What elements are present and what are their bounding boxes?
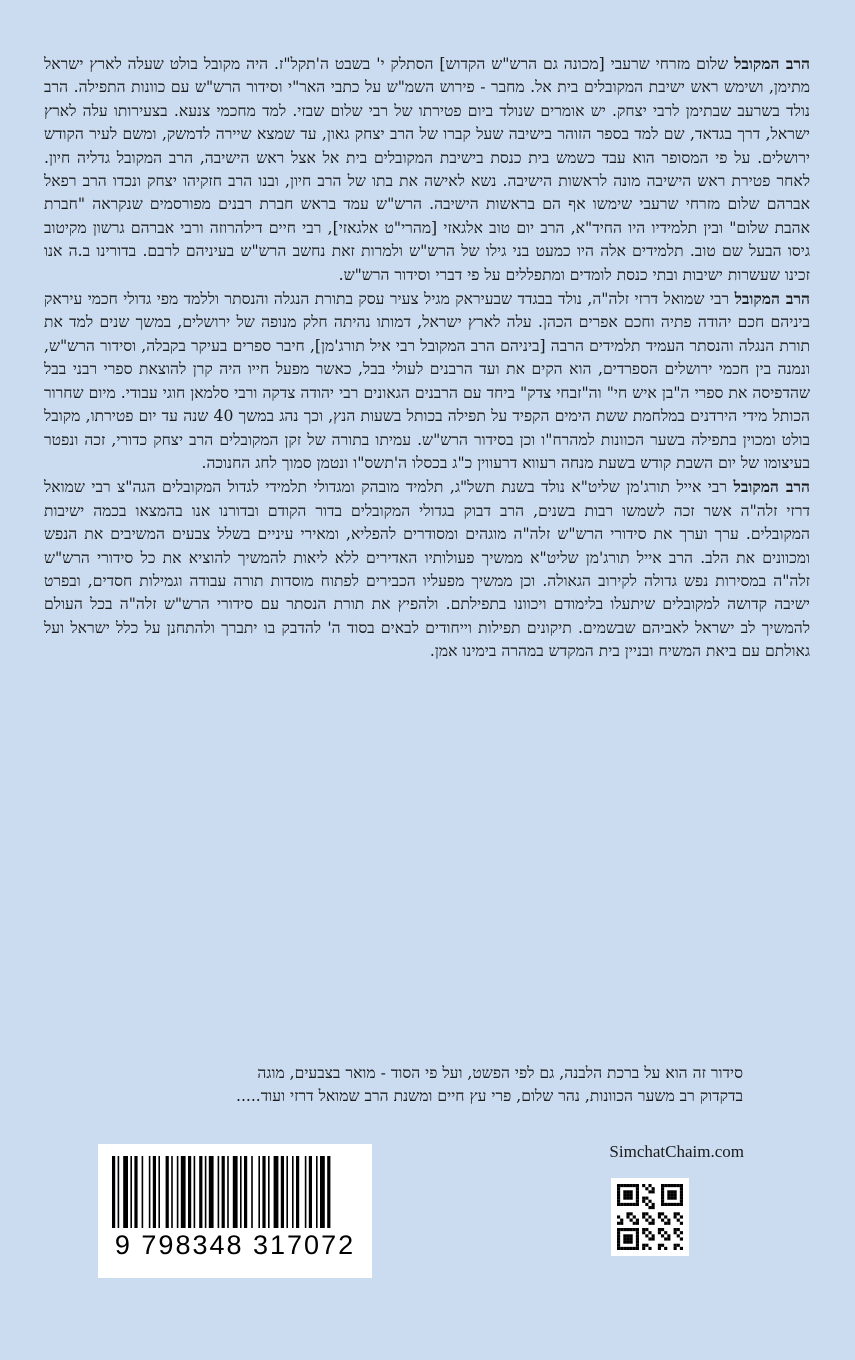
blurb-paragraph-darzi bbox=[44, 287, 810, 475]
paragraph-body: שלום מזרחי שרעבי [מכונה גם הרש"ש הקדוש] הסתלק י' בשבט ה'תקל"ז. היה מקובל בולט שעלה לארץ ישראל מתימן, ושימש ראש ישיבת המקובלים בית אל. מחבר - פירוש השמ"ש על כתבי האר"י וסידור הרש"ש עם כוונות התפילה. הרב נולד בשרעב שבתימן לרבי יצחק. יש אומרים שנולד ביום פטירתו של רבי שלום שבזי. למד מחכמי צנעא. בצעירותו עלה לארץ ישראל, דרך בגדאד, שם למד בספר הזוהר בישיבה שעל קברו של הרב יצחק גאון, עד שמצא שיירה לדמשק, ומשם לעיר הקודש ירושלים. על פי המסופר הוא עבד כשמש בית כנסת בישיבת המקובלים בית אל אצל ראש הישיבה, הרב המקובל גדליה חיון. לאחר פטירת ראש הישיבה מונה לראשות הישיבה. נשא לאישה את בתו של הרב חיון, ובנו הרב חזקיהו יצחק ונכדו הרב רפאל אברהם שלום מזרחי שרעבי שימשו אף הם בראשות הישיבה. הרש"ש עמד בראש חברת רבנים מפורסמים שנקראה "חברת אהבת שלום" ובין תלמידיו היו החיד"א, הרב יום טוב אלגאזי [מהרי"ט אלגאזי], רבי חיים דילהרוזה ורבי אברהם גרשון מקיטוב גיסו הבעל שם טוב. תלמידים אלה היו כמעט בני גילו של הרש"ש ולמרות זאת נחשב הרש"ש בעיניהם לרבם. בדורינו ב.ה אנו זכינו שעשרות ישיבות ובתי כנסת לומדים ומתפללים על פי דברי וסידור הרש"ש. bbox=[44, 55, 810, 284]
paragraph-title: הרב המקובל bbox=[734, 289, 810, 309]
closing-note: סידור זה הוא על ברכת הלבנה, גם לפי הפשט, ועל פי הסוד - מואר בצבעים, מוגה בדקדוק רב משער הכוונות, נהר שלום, פרי עץ חיים ומשנת הרב שמואל דרזי ועוד..... bbox=[235, 1064, 743, 1106]
paragraph-title: הרב המקובל bbox=[733, 477, 810, 497]
paragraph-body: רבי אייל תורג'מן שליט"א נולד בשנת תשל"ג, תלמיד מובהק ומגדולי תלמידי לגדול המקובלים הגה"צ רבי שמואל דרזי זלה"ה אשר זכה לשמשו רבות בשנים, הרב דבוק בגדולי המקובלים בדור הקודם ובדורנו אנו בהמצאו בכמה ישיבות המקובלים. ערך וערך את סידורי הרש"ש זלה"ה מוגהים ומסודרים להפליא, ומאירי עיניים בשלל צבעים המשיבים את הנפש ומכוונים את הלב. הרב אייל תורג'מן שליט"א ממשיך פעולותיו האדירים ללא ליאות להמשיך להוציא את כל סידורי הרש"ש זלה"ה במסירות נפש גדולה לקירוב הגאולה. וכן ממשיך מפעליו הכבירים לפתוח מוסדות תורה עבודה וגמילות חסדים, ובפרט ישיבה קדושה למקובלים שיתעלו בלימודם ויכוונו בתפילתם. ולהפיץ את תורת הנסתר עם סידורי הרש"ש זלה"ה בכל העולם להמשיך לב ישראל לאביהם שבשמים. תיקונים תפילות וייחודים לבאים בסוד ה' להדבק בו יתברך ולהתחנן על כלל ישראל ועל גאולתם עם ביאת המשיח ובניין בית המקדש במהרה בימינו אמן. bbox=[44, 478, 810, 661]
blurb-paragraph-turgeman bbox=[44, 475, 810, 663]
blurb-text bbox=[44, 52, 810, 664]
paragraph-title: הרב המקובל bbox=[734, 54, 810, 73]
isbn-barcode bbox=[98, 1144, 372, 1278]
blurb-paragraph-rashash bbox=[44, 52, 810, 287]
qr-code-icon bbox=[617, 1184, 683, 1250]
barcode-icon bbox=[112, 1156, 358, 1228]
barcode-number: 9 798348 317072 bbox=[114, 1230, 356, 1260]
website-url[interactable]: SimchatChaim.com bbox=[609, 1142, 744, 1161]
qr-code[interactable] bbox=[611, 1178, 689, 1256]
paragraph-body: רבי שמואל דרזי זלה"ה, נולד בבגדד שבעיראק מגיל צעיר עסק בתורת הנגלה והנסתר וללמד מפי גדולי חכמי עיראק ביניהם חכם יהודה פתיה וחכם אפרים הכהן. עלה לארץ ישראל, דמותו נהיתה חלק מנופה של ירושלים, במשך שנים למד את תורת הנגלה והנסתר העמיד תלמידים הרבה [ביניהם הרב המקובל רבי איל תורג'מן], חיבר ספרים בעיקר בקבלה, וסידור הרש"ש, ונמנה בין חכמי ירושלים הספרדים, הוא הקים את ועד הרבנים לעולי בבל, כאשר מפעל חייו היה קרן להוצאת ספרי רבני בבל שהדפיסה את ספרי ה"בן איש חי" וה"זבחי צדק" ביחד עם הרבנים הגאונים רבי יהודה צדקה ורבי סלמאן חוגי עבודי. מיום שחרור הכותל מידי הירדנים במלחמת ששת הימים הקפיד על תפילה בכותל בשעות הנץ, וכך נהג במשך 40 שנה עד יום פטירתו, מקובל בולט ומכוין בתפילה בשער הכוונות למהרח"ו וכן בסידור הרש"ש. עמיתו בתורה של זקן המקובלים הרב יצחק כדורי, זכה ונפטר בעיצומו של יום השבת קודש בשעת מנחה רעווא דרעווין כ"ג בכסלו ה'תשס"ו ונטמן סמוך לחג החנוכה. bbox=[44, 290, 810, 472]
